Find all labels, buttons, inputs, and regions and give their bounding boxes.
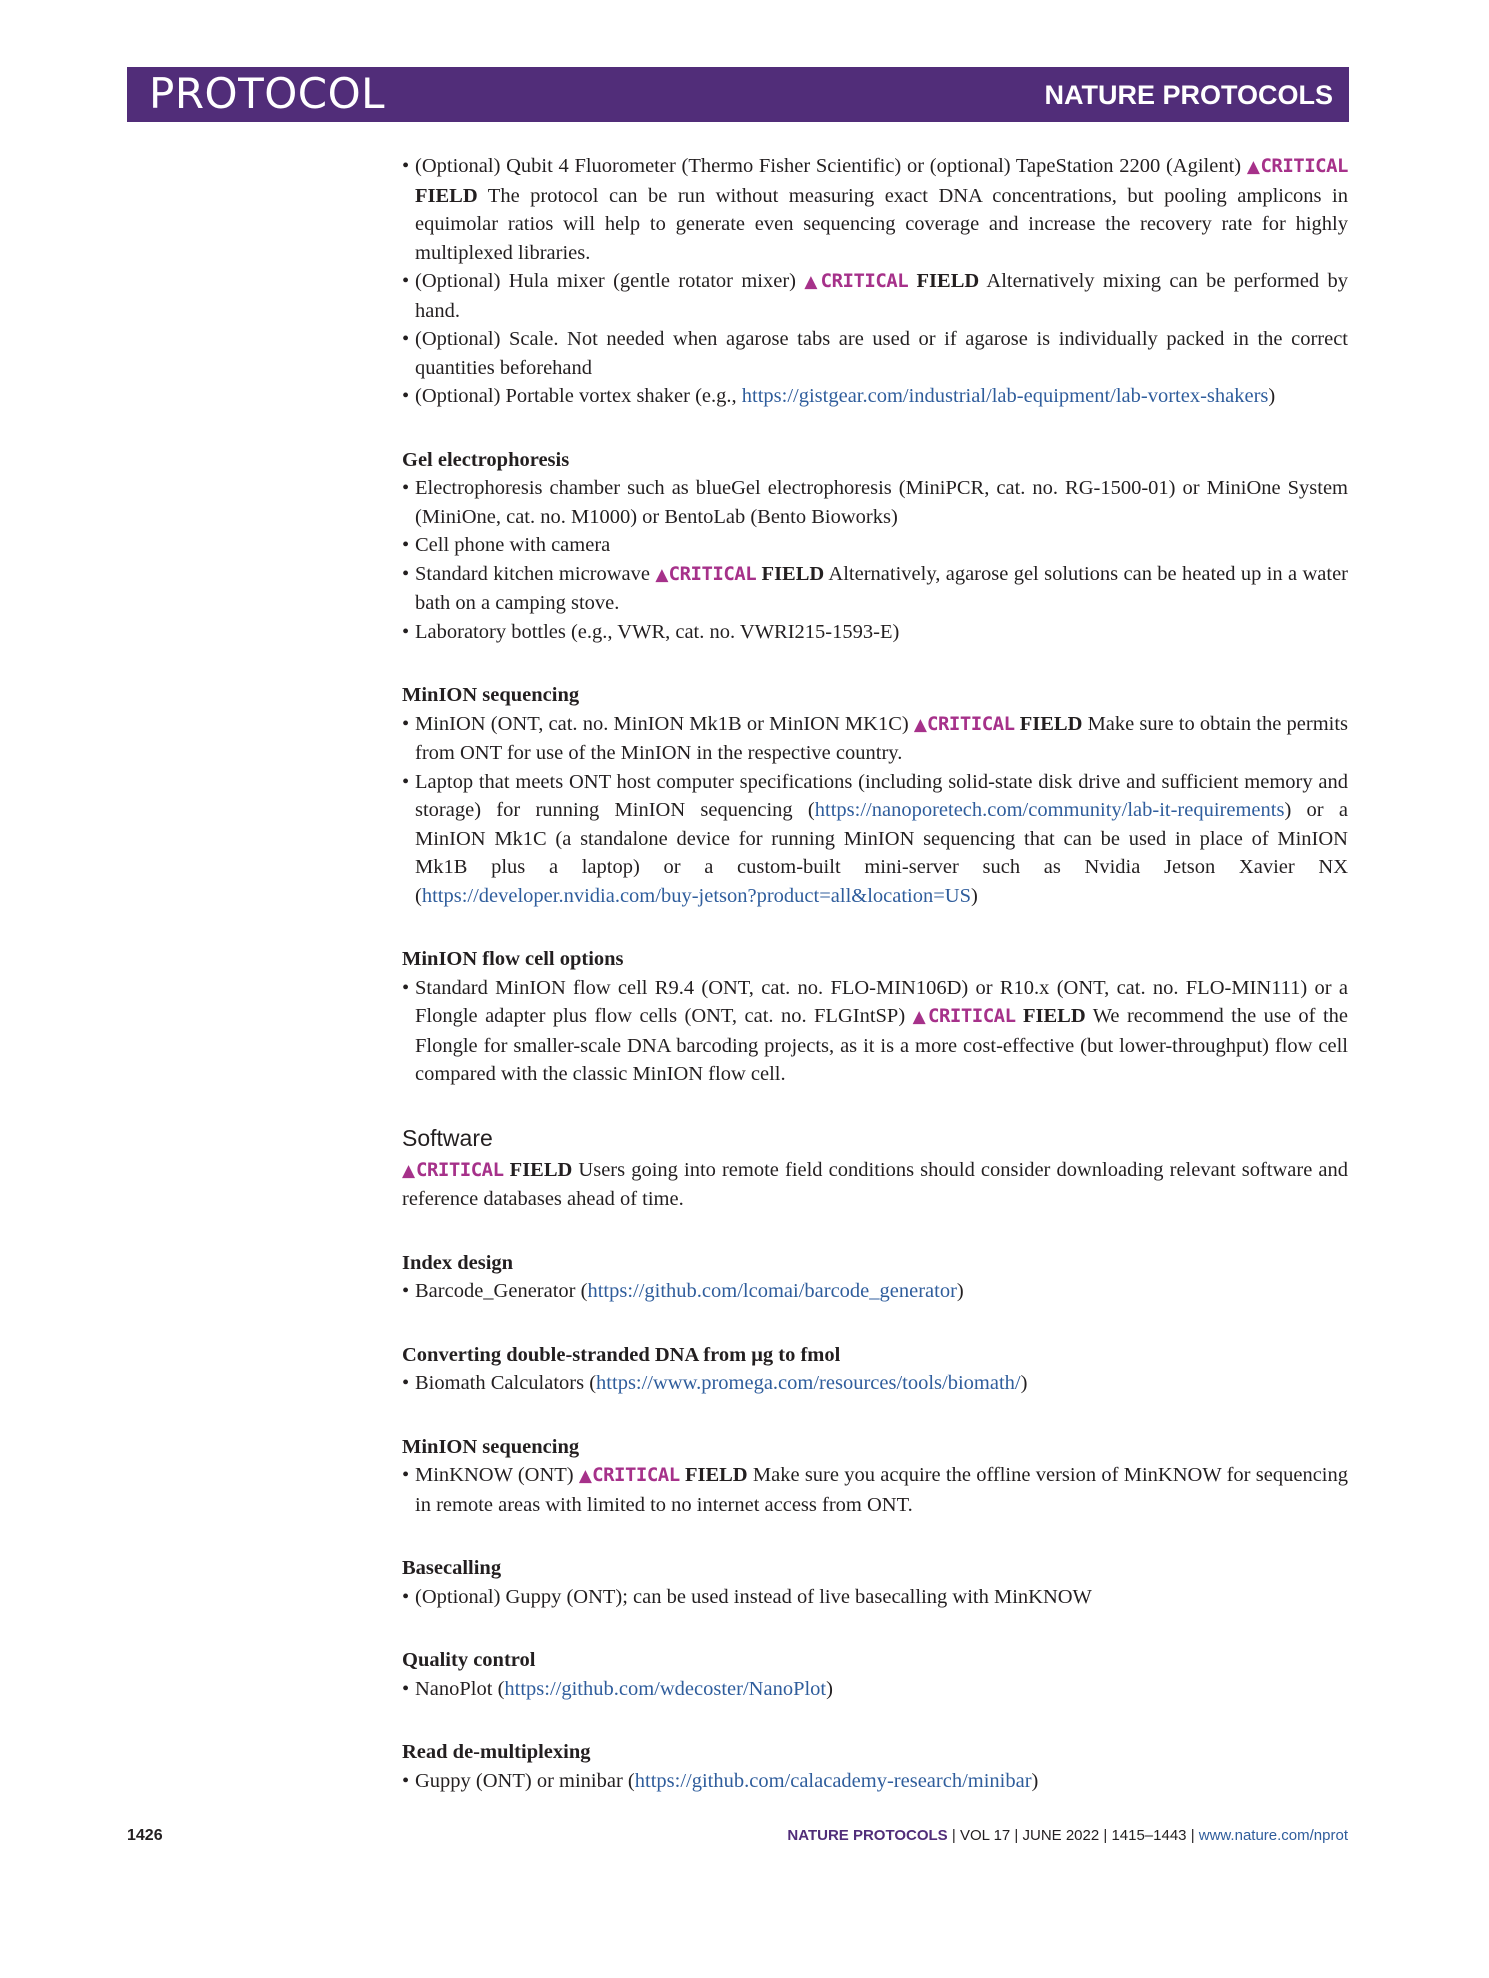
- section-heading: Read de-multiplexing: [402, 1741, 591, 1763]
- critical-triangle-icon: ▲: [655, 564, 669, 585]
- field-label: FIELD: [1022, 1005, 1086, 1027]
- footer-url[interactable]: www.nature.com/nprot: [1198, 1827, 1348, 1844]
- footer-journal: NATURE PROTOCOLS: [787, 1827, 948, 1844]
- list-item: • Standard kitchen microwave ▲CRITICAL FIELD Alternatively, agarose gel solutions can be heated up in a water bath on a camping stove.: [402, 560, 1348, 618]
- list-item: • Biomath Calculators (https://www.promega.com/resources/tools/biomath/): [402, 1369, 1348, 1398]
- list-item: • Laboratory bottles (e.g., VWR, cat. no. VWRI215-1593-E): [402, 618, 1348, 647]
- critical-label: CRITICAL: [820, 270, 909, 292]
- quality-control-section: [402, 1646, 1348, 1703]
- critical-triangle-icon: ▲: [912, 1007, 929, 1027]
- footer-citation: NATURE PROTOCOLS | VOL 17 | JUNE 2022 | 1415–1443 | www.nature.com/nprot: [787, 1827, 1348, 1844]
- critical-triangle-icon: ▲: [913, 714, 928, 735]
- critical-label: CRITICAL: [592, 1464, 680, 1486]
- barcode-generator-link[interactable]: https://github.com/lcomai/barcode_generator: [587, 1280, 957, 1302]
- list-item: • Barcode_Generator (https://github.com/lcomai/barcode_generator): [402, 1277, 1348, 1306]
- minion-software-section: [402, 1433, 1348, 1520]
- critical-label: CRITICAL: [928, 1005, 1016, 1027]
- section-heading: Converting double-stranded DNA from μg to fmol: [402, 1343, 841, 1366]
- list-item: • MinION (ONT, cat. no. MinION Mk1B or MinION MK1C) ▲CRITICAL FIELD Make sure to obtain the permits from ONT for use of the MinION in the respective country.: [402, 710, 1348, 768]
- basecalling-section: [402, 1554, 1348, 1611]
- list-item: • NanoPlot (https://github.com/wdecoster/NanoPlot): [402, 1675, 1348, 1704]
- list-item: • Electrophoresis chamber such as blueGel electrophoresis (MiniPCR, cat. no. RG-1500-01) or MiniOne System (MiniOne, cat. no. M1000) or BentoLab (Bento Bioworks): [402, 474, 1348, 531]
- critical-triangle-icon: ▲: [402, 1160, 417, 1181]
- page-header: [127, 67, 1349, 122]
- list-item: • (Optional) Hula mixer (gentle rotator mixer) ▲CRITICAL FIELD Alternatively mixing can be performed by hand.: [402, 267, 1348, 325]
- footer-pages: 1415–1443: [1111, 1827, 1187, 1844]
- flow-cell-section: [402, 945, 1348, 1089]
- section-heading: Gel electrophoresis: [402, 448, 570, 471]
- section-heading: Index design: [402, 1251, 514, 1274]
- field-label: FIELD: [684, 1464, 748, 1486]
- list-item: • Guppy (ONT) or minibar (https://github.com/calacademy-research/minibar): [402, 1767, 1348, 1796]
- software-note: ▲CRITICAL FIELD Users going into remote field conditions should consider downloading relevant software and reference databases ahead of time.: [402, 1158, 1349, 1210]
- list-item: • Cell phone with camera: [402, 531, 1348, 560]
- list-item: • (Optional) Scale. Not needed when agarose tabs are used or if agarose is individually packed in the correct quantities beforehand: [402, 325, 1348, 382]
- critical-label: CRITICAL: [927, 712, 1015, 735]
- section-heading: Software: [402, 1124, 493, 1151]
- section-heading: Basecalling: [402, 1557, 502, 1579]
- critical-triangle-icon: ▲: [804, 272, 821, 292]
- page-number: 1426: [127, 1827, 163, 1844]
- field-label: FIELD: [415, 184, 478, 207]
- journal-name: NATURE PROTOCOLS: [1044, 80, 1333, 110]
- main-content: [402, 152, 1348, 1830]
- list-item: • Laptop that meets ONT host computer specifications (including solid-state disk drive and sufficient memory and storage) for running MinION sequencing (https://nanoporetech.com/community/lab-it-requirements) or a MinION Mk1C (a standalone device for running MinION sequencing that can be used in place of MinION Mk1B plus a laptop) or a custom-built mini-server such as Nvidia Jetson Xavier NX (https://developer.nvidia.com/buy-jetson?product=all&location=US): [402, 768, 1348, 911]
- list-item: • (Optional) Qubit 4 Fluorometer (Thermo Fisher Scientific) or (optional) TapeStation 2200 (Agilent) ▲CRITICAL FIELD The protocol can be run without measuring exact DNA concentrations, but pooling amplicons in equimolar ratios will help to generate even sequencing coverage and increase the recovery rate for highly multiplexed libraries.: [402, 152, 1348, 267]
- critical-label: CRITICAL: [1260, 155, 1348, 177]
- list-item: • MinKNOW (ONT) ▲CRITICAL FIELD Make sure you acquire the offline version of MinKNOW for sequencing in remote areas with limited to no internet access from ONT.: [402, 1461, 1348, 1519]
- list-item: • (Optional) Portable vortex shaker (e.g., https://gistgear.com/industrial/lab-equipment/lab-vortex-shakers): [402, 382, 1348, 411]
- list-item: • Standard MinION flow cell R9.4 (ONT, cat. no. FLO-MIN106D) or R10.x (ONT, cat. no. FLO-MIN111) or a Flongle adapter plus flow cells (ONT, cat. no. FLGIntSP) ▲CRITICAL FIELD We recommend the use of the Flongle for smaller-scale DNA barcoding projects, as it is a more cost-effective (but lower-throughput) flow cell compared with the classic MinION flow cell.: [402, 974, 1348, 1089]
- equipment-continued: [402, 152, 1348, 411]
- section-heading: MinION sequencing: [402, 1435, 580, 1458]
- section-heading: MinION sequencing: [402, 684, 580, 706]
- critical-label: CRITICAL: [668, 562, 757, 585]
- nvidia-link[interactable]: https://developer.nvidia.com/buy-jetson?product=all&location=US: [421, 884, 972, 907]
- field-label: FIELD: [509, 1158, 573, 1181]
- field-label: FIELD: [761, 562, 825, 585]
- minibar-link[interactable]: https://github.com/calacademy-research/minibar: [634, 1769, 1032, 1792]
- nanoporetech-link[interactable]: https://nanoporetech.com/community/lab-it-requirements: [814, 799, 1285, 821]
- index-design-section: [402, 1249, 1348, 1306]
- section-label: PROTOCOL: [149, 69, 386, 118]
- critical-label: CRITICAL: [416, 1158, 504, 1181]
- converting-section: [402, 1341, 1348, 1398]
- field-label: FIELD: [1019, 712, 1083, 735]
- section-heading: MinION flow cell options: [402, 948, 624, 970]
- list-item: • (Optional) Guppy (ONT); can be used instead of live basecalling with MinKNOW: [402, 1583, 1348, 1612]
- gistgear-link[interactable]: https://gistgear.com/industrial/lab-equipment/lab-vortex-shakers: [741, 385, 1269, 407]
- demultiplexing-section: [402, 1738, 1348, 1795]
- software-section: [402, 1124, 1348, 1214]
- nanoplot-link[interactable]: https://github.com/wdecoster/NanoPlot: [504, 1677, 827, 1700]
- footer-volume: VOL 17: [959, 1827, 1011, 1844]
- critical-triangle-icon: ▲: [578, 1466, 593, 1486]
- minion-sequencing-section: [402, 681, 1348, 910]
- section-heading: Quality control: [402, 1649, 536, 1671]
- footer-date: JUNE 2022: [1022, 1827, 1100, 1844]
- field-label: FIELD: [916, 270, 980, 292]
- gel-electrophoresis-section: [402, 446, 1348, 647]
- critical-triangle-icon: ▲: [1246, 157, 1261, 177]
- biomath-link[interactable]: https://www.promega.com/resources/tools/biomath/: [596, 1372, 1021, 1394]
